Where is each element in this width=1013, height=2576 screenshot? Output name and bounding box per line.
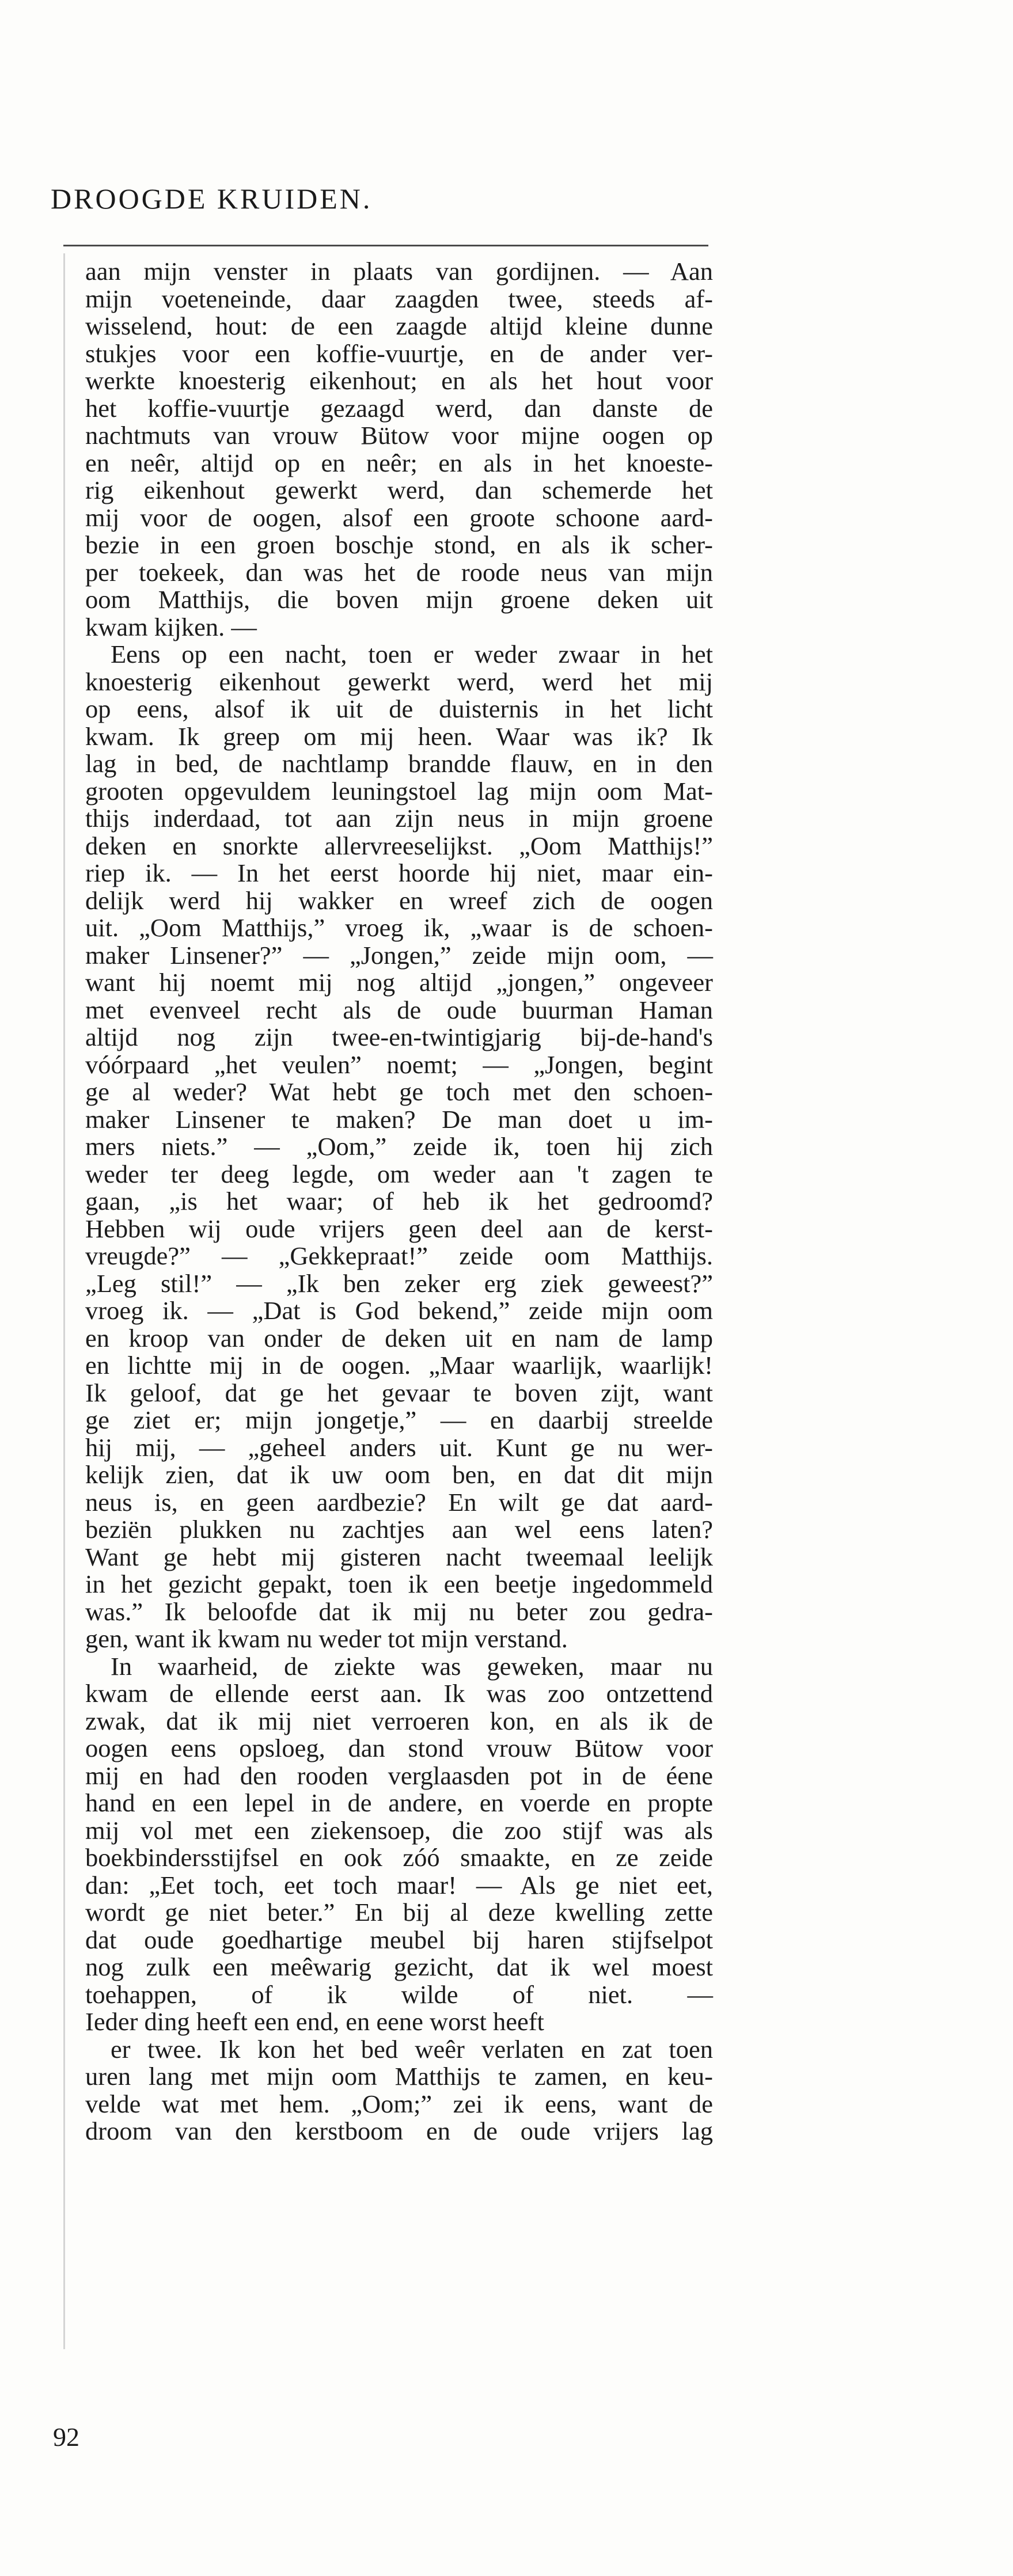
text-line: toehappen, of ik wilde of niet. — — [85, 1980, 713, 2009]
text-line: ge al weder? Wat hebt ge toch met den schoen- — [85, 1077, 713, 1106]
text-line: Hebben wij oude vrijers geen deel aan de kerst- — [85, 1214, 713, 1243]
text-line: delijk werd hij wakker en wreef zich de oogen — [85, 886, 713, 915]
text-line: Ieder ding heeft een end, en eene worst heeft — [85, 2007, 544, 2036]
text-line: droom van den kerstboom en de oude vrijers lag — [85, 2117, 713, 2145]
text-line: oogen eens opsloeg, dan stond vrouw Bütow voor — [85, 1734, 713, 1762]
text-line: dan: „Eet toch, eet toch maar! — Als ge niet eet, — [85, 1870, 713, 1899]
text-line: grooten opgevuldem leuningstoel lag mijn oom Mat- — [85, 776, 713, 806]
text-line: er twee. Ik kon het bed weêr verlaten en zat toen — [111, 2034, 713, 2064]
text-line: knoesterig eikenhout gewerkt werd, werd het mij — [85, 667, 713, 696]
text-line: beziën plukken nu zachtjes aan wel eens laten? — [85, 1515, 713, 1544]
text-line: kwam. Ik greep om mij heen. Waar was ik? Ik — [85, 721, 713, 751]
text-line: rig eikenhout gewerkt werd, dan schemerde het — [85, 476, 713, 504]
text-line: was.” Ik beloofde dat ik mij nu beter zou gedra- — [85, 1597, 713, 1626]
text-line: boekbindersstijfsel en ook zóó smaakte, en ze zeide — [85, 1843, 713, 1872]
text-line: thijs inderdaad, tot aan zijn neus in mijn groene — [85, 804, 713, 833]
text-line: kelijk zien, dat ik uw oom ben, en dat dit mijn — [85, 1460, 713, 1489]
text-line: hij mij, — „geheel anders uit. Kunt ge nu wer- — [85, 1433, 713, 1462]
text-line: gen, want ik kwam nu weder tot mijn verstand. — [85, 1624, 568, 1653]
body-text — [85, 258, 713, 2145]
header-rule — [63, 245, 708, 246]
text-line: riep ik. — In het eerst hoorde hij niet, maar ein- — [85, 858, 713, 887]
text-line: mij vol met een ziekensoep, die zoo stijf was als — [85, 1815, 713, 1845]
text-line: mers niets.” — „Oom,” zeide ik, toen hij zich — [85, 1132, 713, 1161]
text-line: wordt ge niet beter.” En bij al deze kwelling zette — [85, 1898, 713, 1927]
margin-line — [63, 253, 65, 2349]
text-line: en kroop van onder de deken uit en nam de lamp — [85, 1323, 713, 1352]
text-line: dat oude goedhartige meubel bij haren stijfselpot — [85, 1925, 713, 1954]
text-line: bezie in een groen boschje stond, en als ik scher- — [85, 530, 713, 559]
text-line: zwak, dat ik mij niet verroeren kon, en als ik de — [85, 1706, 713, 1735]
text-line: deken en snorkte allervreeselijkst. „Oom Matthijs!” — [85, 831, 713, 860]
text-line: maker Linsener te maken? De man doet u im- — [85, 1104, 713, 1134]
page-number: 92 — [53, 2422, 79, 2452]
text-line: werkte knoesterig eikenhout; en als het hout voor — [85, 366, 713, 395]
text-line: Ik geloof, dat ge het gevaar te boven zijt, want — [85, 1378, 713, 1407]
text-line: mijn voeteneinde, daar zaagden twee, steeds af- — [85, 284, 713, 313]
running-title: DROOGDE KRUIDEN. — [51, 183, 373, 215]
text-line: uren lang met mijn oom Matthijs te zamen, en keu- — [85, 2062, 713, 2091]
text-line: kwam kijken. — — [85, 612, 257, 641]
text-line: per toekeek, dan was het de roode neus van mijn — [85, 557, 713, 587]
text-line: en lichtte mij in de oogen. „Maar waarlijk, waarlijk! — [85, 1351, 713, 1380]
text-line: maker Linsener?” — „Jongen,” zeide mijn oom, — — [85, 940, 713, 970]
text-line: Want ge hebt mij gisteren nacht tweemaal leelijk — [85, 1542, 713, 1571]
text-line: In waarheid, de ziekte was geweken, maar nu — [111, 1651, 713, 1681]
text-line: oom Matthijs, die boven mijn groene deken uit — [85, 585, 713, 614]
text-line: gaan, „is het waar; of heb ik het gedroomd? — [85, 1187, 713, 1215]
text-line: hand en een lepel in de andere, en voerde en propte — [85, 1788, 713, 1817]
text-line: wisselend, hout: de een zaagde altijd kleine dunne — [85, 311, 713, 340]
text-line: vóórpaard „het veulen” noemt; — „Jongen, begint — [85, 1050, 713, 1079]
text-line: uit. „Oom Matthijs,” vroeg ik, „waar is de schoen- — [85, 913, 713, 942]
text-line: want hij noemt mij nog altijd „jongen,” ongeveer — [85, 968, 713, 997]
text-line: in het gezicht gepakt, toen ik een beetje ingedommeld — [85, 1570, 713, 1598]
text-line: aan mijn venster in plaats van gordijnen. — Aan — [85, 257, 713, 286]
text-line: mij voor de oogen, alsof een groote schoone aard- — [85, 503, 713, 532]
text-line: vroeg ik. — „Dat is God bekend,” zeide mijn oom — [85, 1296, 713, 1325]
text-line: Eens op een nacht, toen er weder zwaar in het — [111, 640, 713, 668]
text-line: lag in bed, de nachtlamp brandde flauw, en in den — [85, 749, 713, 778]
text-line: en neêr, altijd op en neêr; en als in het knoeste- — [85, 448, 713, 477]
text-line: „Leg stil!” — „Ik ben zeker erg ziek geweest?” — [85, 1268, 713, 1298]
text-line: weder ter deeg legde, om weder aan 't zagen te — [85, 1159, 713, 1188]
text-line: vreugde?” — „Gekkepraat!” zeide oom Matthijs. — [85, 1241, 713, 1270]
text-line: het koffie-vuurtje gezaagd werd, dan danste de — [85, 393, 713, 423]
text-line: velde wat met hem. „Oom;” zei ik eens, want de — [85, 2089, 713, 2118]
text-line: nachtmuts van vrouw Bütow voor mijne oogen op — [85, 421, 713, 450]
text-line: altijd nog zijn twee-en-twintigjarig bij-de-hand's — [85, 1023, 713, 1051]
text-line: stukjes voor een koffie-vuurtje, en de ander ver- — [85, 339, 713, 368]
text-line: met evenveel recht als de oude buurman Haman — [85, 995, 713, 1024]
text-line: op eens, alsof ik uit de duisternis in het licht — [85, 694, 713, 723]
text-line: kwam de ellende eerst aan. Ik was zoo ontzettend — [85, 1679, 713, 1708]
text-line: neus is, en geen aardbezie? En wilt ge dat aard- — [85, 1487, 713, 1517]
text-line: nog zulk een meêwarig gezicht, dat ik wel moest — [85, 1952, 713, 1981]
text-line: ge ziet er; mijn jongetje,” — en daarbij streelde — [85, 1405, 713, 1434]
text-line: mij en had den rooden verglaasden pot in de éene — [85, 1761, 713, 1790]
